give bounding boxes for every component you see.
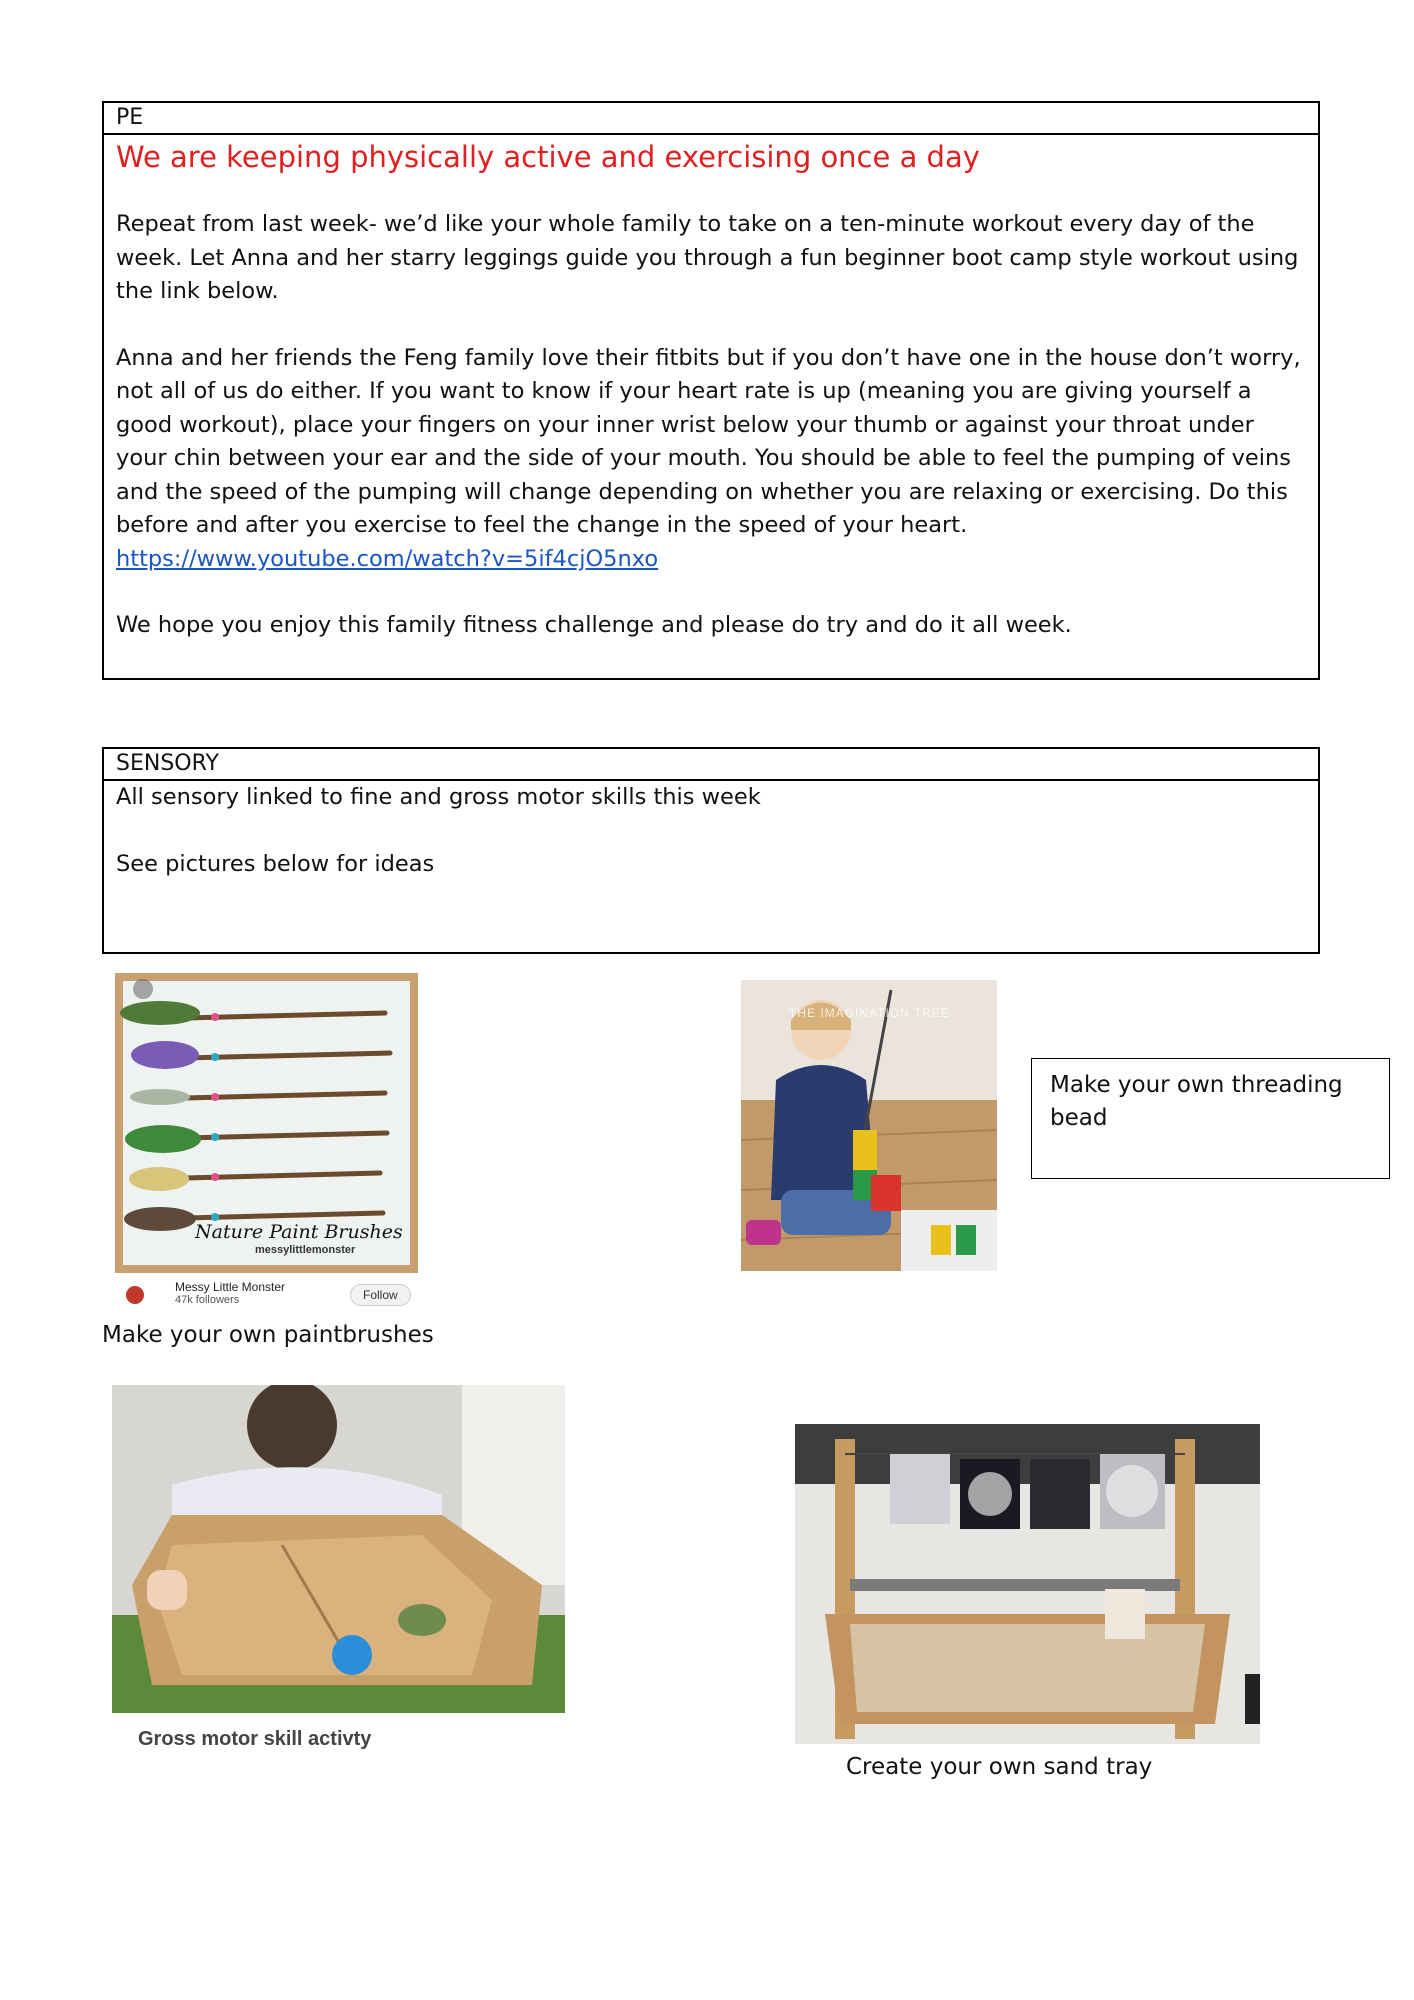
threading-watermark: THE IMAGINATION TREE — [789, 1006, 950, 1020]
paintbrushes-illustration — [115, 973, 418, 1313]
pe-header: PE — [104, 103, 1318, 135]
threading-caption: Make your own threading bead — [1050, 1072, 1343, 1131]
pe-box — [102, 101, 1320, 680]
sensory-line-1: All sensory linked to fine and gross motor skills this week — [116, 784, 761, 810]
youtube-link[interactable]: https://www.youtube.com/watch?v=5if4cjO5nxo — [116, 545, 659, 572]
sand-tray-caption: Create your own sand tray — [846, 1754, 1153, 1780]
sensory-box — [102, 747, 1320, 954]
paintbrushes-photo — [115, 973, 418, 1313]
follow-button[interactable]: Follow — [350, 1284, 411, 1306]
pe-paragraph-2: Anna and her friends the Feng family love their fitbits but if you don’t have one in the house don’t worry, not all of us do either. If you want to know if your heart rate is up (meaning you are giving yourself a good workout), place your fingers on your inner wrist below your thumb or against your throat under your chin between your ear and the side of your mouth. You should be able to feel the pumping of veins and the speed of the pumping will change depending on whether you are relaxing or exercising. Do this before and after you exercise to feel the change in the speed of your heart. — [116, 344, 1301, 538]
pe-title: We are keeping physically active and exercising once a day — [116, 140, 980, 174]
sand-tray-photo — [795, 1424, 1260, 1744]
threading-photo — [741, 980, 997, 1271]
paintbrushes-overlay-title: Nature Paint Brushes — [195, 1221, 403, 1243]
sensory-header: SENSORY — [104, 749, 1318, 781]
gross-motor-photo — [112, 1385, 565, 1713]
pe-paragraph-1: Repeat from last week- we’d like your whole family to take on a ten-minute workout every day of the week. Let Anna and her starry leggings guide you through a fun beginner boot camp style workout using the link below. — [116, 211, 1299, 304]
gross-motor-caption: Gross motor skill activty — [138, 1728, 372, 1750]
threading-illustration — [741, 980, 997, 1271]
paintbrushes-overlay-sub: messylittlemonster — [255, 1244, 356, 1256]
gross-motor-illustration — [112, 1385, 565, 1713]
account-followers: 47k followers — [175, 1294, 240, 1306]
pe-paragraph-3: We hope you enjoy this family fitness challenge and please do try and do it all week. — [116, 612, 1072, 638]
sand-tray-illustration — [795, 1424, 1260, 1744]
account-name: Messy Little Monster — [175, 1280, 286, 1294]
sensory-line-2: See pictures below for ideas — [116, 850, 435, 877]
threading-caption-box — [1031, 1058, 1390, 1179]
paintbrushes-caption: Make your own paintbrushes — [102, 1322, 434, 1348]
